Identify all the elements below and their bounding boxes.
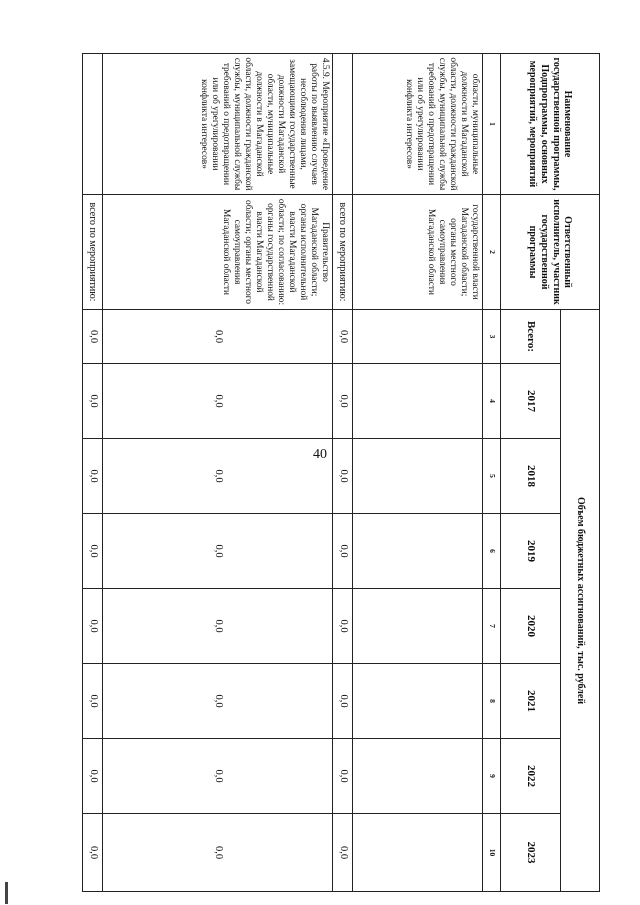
column-number: 4 — [483, 364, 501, 439]
table-row-total — [333, 54, 353, 892]
header-year-2019: 2019 — [501, 514, 561, 589]
responsible-cell: государственной власти Магаданской области; органы местного самоуправления Магаданской области — [353, 195, 483, 310]
header-responsible: Ответственный исполнитель, участник государственной программы — [501, 195, 600, 310]
header-year-2021: 2021 — [501, 664, 561, 739]
value-cell: 0,0 — [103, 814, 333, 892]
value-cell: 0,0 — [333, 514, 353, 589]
value-cell: 0,0 — [333, 664, 353, 739]
value-cell: 0,0 — [83, 514, 103, 589]
value-cell: 0,0 — [103, 739, 333, 814]
header-total: Всего: — [501, 310, 561, 364]
header-budget-group: Объем бюджетных ассигнований, тыс. рублей — [561, 310, 600, 892]
column-number: 9 — [483, 739, 501, 814]
measure-responsible-cell: Правительство Магаданской области; органы исполнительной власти Магаданской области; по согласованию: органы государственной власти Магаданской области; органы местного самоуправления Магаданской области — [103, 195, 333, 310]
value-cell: 0,0 — [83, 439, 103, 514]
header-year-2023: 2023 — [501, 814, 561, 892]
value-cell: 0,0 — [83, 739, 103, 814]
column-number: 6 — [483, 514, 501, 589]
table-row-measure — [103, 54, 333, 892]
header-year-2020: 2020 — [501, 589, 561, 664]
value-cell: 0,0 — [83, 814, 103, 892]
header-program-name: Наименование государственной программы, Подпрограммы, основных мероприятий, мероприятий — [501, 54, 600, 195]
column-number: 3 — [483, 310, 501, 364]
page-number: 40 — [313, 447, 327, 462]
value-cell: 0,0 — [83, 664, 103, 739]
value-cell: 0,0 — [103, 664, 333, 739]
header-row-1 — [561, 54, 600, 892]
value-cell: 0,0 — [333, 739, 353, 814]
column-number: 1 — [483, 54, 501, 195]
total-label: всего по мероприятию: — [333, 195, 353, 310]
value-cell: 0,0 — [103, 589, 333, 664]
column-number: 10 — [483, 814, 501, 892]
value-cell: 0,0 — [333, 310, 353, 364]
column-number: 5 — [483, 439, 501, 514]
table-row-continuation — [353, 54, 483, 892]
value-cell: 0,0 — [83, 364, 103, 439]
value-cell: 0,0 — [333, 814, 353, 892]
header-year-2017: 2017 — [501, 364, 561, 439]
value-cell: 0,0 — [103, 310, 333, 364]
budget-table — [82, 53, 600, 892]
column-number: 2 — [483, 195, 501, 310]
header-year-2018: 2018 — [501, 439, 561, 514]
column-number: 8 — [483, 664, 501, 739]
column-number-row — [483, 54, 501, 892]
value-cell: 0,0 — [103, 514, 333, 589]
value-cell: 0,0 — [333, 589, 353, 664]
measure-name-cell: 4.5.9. Мероприятие «Проведение работы по выявлению случаев несоблюдения лицами, замещающими государственные должности Магаданской области, муниципальные должности в Магаданской области, должности гражданской службы, муниципальной службы требований о предотвращении или об урегулировании конфликта интересов» — [103, 54, 333, 195]
program-name-cell: области, муниципальные должности в Магаданской области, должности гражданской службы, муниципальной службы требований о предотвращении или об урегулировании конфликта интересов» — [353, 54, 483, 195]
scan-edge-mark — [5, 882, 8, 904]
table-row-total — [83, 54, 103, 892]
value-cell: 0,0 — [333, 439, 353, 514]
value-cell: 0,0 — [83, 310, 103, 364]
column-number: 7 — [483, 589, 501, 664]
value-cell: 0,0 — [103, 439, 333, 514]
value-cell: 0,0 — [103, 364, 333, 439]
value-cell: 0,0 — [333, 364, 353, 439]
total-label: всего по мероприятию: — [83, 195, 103, 310]
value-cell: 0,0 — [83, 589, 103, 664]
header-year-2022: 2022 — [501, 739, 561, 814]
rotated-table-area — [59, 53, 600, 891]
